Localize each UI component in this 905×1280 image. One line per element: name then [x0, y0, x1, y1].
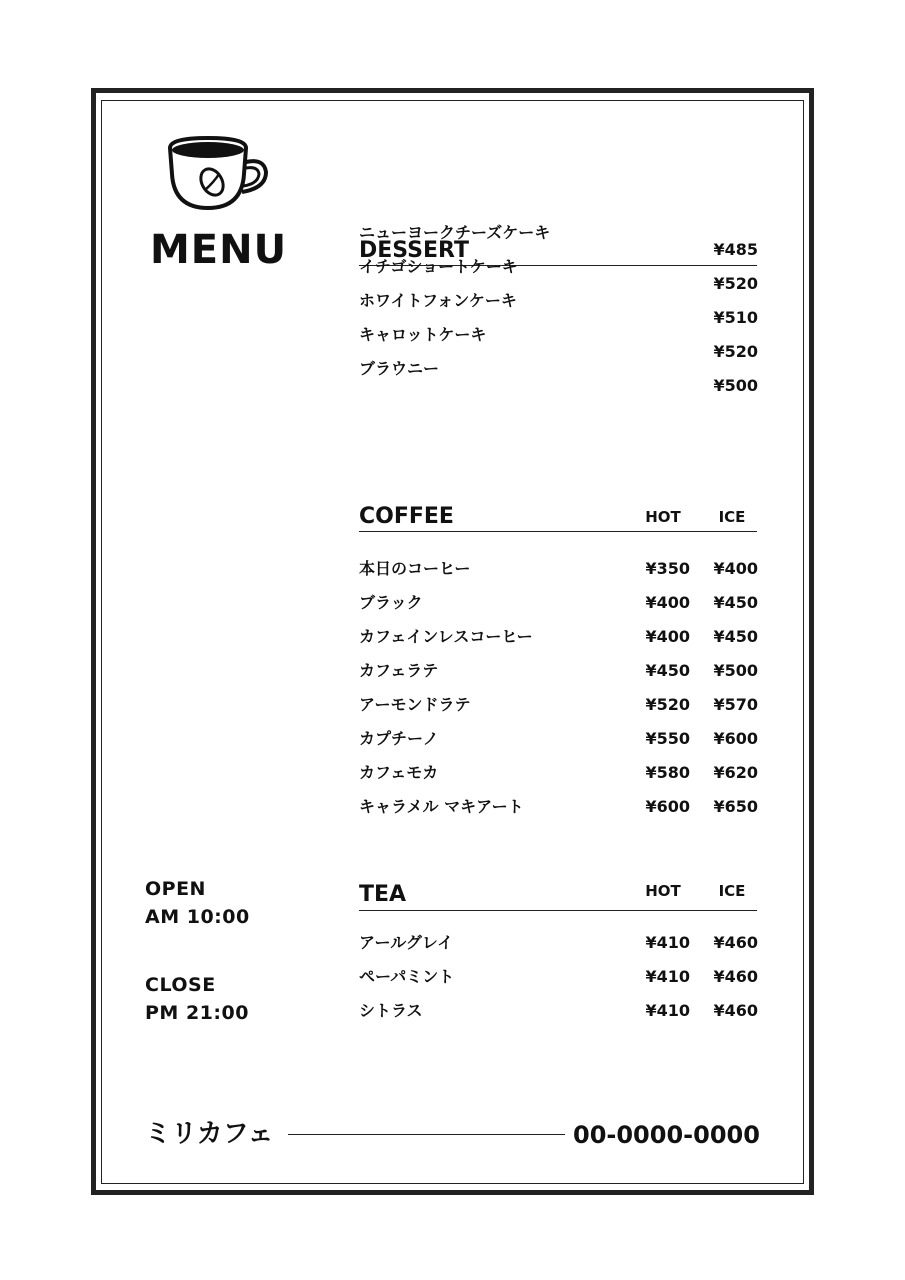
coffee-ice-price: ¥570 [713, 695, 758, 714]
shop-name: ミリカフェ [145, 1119, 274, 1149]
open-time: AM 10:00 [145, 906, 250, 928]
phone-number: 00-0000-0000 [573, 1121, 760, 1149]
tea-hot-price: ¥410 [645, 967, 690, 986]
coffee-ice-price: ¥600 [713, 729, 758, 748]
coffee-ice-price: ¥400 [713, 559, 758, 578]
coffee-ice-price: ¥450 [713, 593, 758, 612]
coffee-ice-price: ¥620 [713, 763, 758, 782]
dessert-item-price: ¥510 [713, 308, 758, 327]
close-label: CLOSE [145, 974, 216, 996]
coffee-hot-price: ¥520 [645, 695, 690, 714]
coffee-item-name: アーモンドラテ [359, 695, 471, 714]
coffee-ice-price: ¥500 [713, 661, 758, 680]
tea-item-name: ペーパミント [359, 967, 455, 986]
tea-ice-price: ¥460 [713, 967, 758, 986]
dessert-item-name: ホワイトフォンケーキ [359, 291, 517, 310]
coffee-hot-price: ¥400 [645, 627, 690, 646]
tea-divider [359, 910, 757, 911]
tea-hot-price: ¥410 [645, 933, 690, 952]
coffee-hot-price: ¥350 [645, 559, 690, 578]
coffee-heading: COFFEE [359, 504, 454, 529]
tea-item-name: シトラス [359, 1001, 423, 1020]
footer-divider [288, 1134, 565, 1135]
coffee-hot-price: ¥580 [645, 763, 690, 782]
dessert-item-price: ¥520 [713, 274, 758, 293]
coffee-hot-price: ¥450 [645, 661, 690, 680]
open-label: OPEN [145, 878, 206, 900]
coffee-item-name: カフェモカ [359, 763, 439, 782]
coffee-ice-price: ¥650 [713, 797, 758, 816]
tea-ice-price: ¥460 [713, 1001, 758, 1020]
coffee-cup-icon [164, 134, 272, 216]
coffee-item-name: カプチーノ [359, 729, 439, 748]
tea-hot-label: HOT [645, 882, 681, 900]
coffee-item-name: カフェラテ [359, 661, 439, 680]
coffee-ice-label: ICE [718, 508, 746, 526]
coffee-hot-label: HOT [645, 508, 681, 526]
dessert-item-price: ¥520 [713, 342, 758, 361]
dessert-item-name: イチゴショートケーキ [359, 257, 518, 276]
tea-ice-price: ¥460 [713, 933, 758, 952]
coffee-divider [359, 531, 757, 532]
coffee-hot-price: ¥550 [645, 729, 690, 748]
coffee-hot-price: ¥400 [645, 593, 690, 612]
coffee-item-name: カフェインレスコーヒー [359, 627, 533, 646]
tea-item-name: アールグレイ [359, 933, 454, 952]
tea-hot-price: ¥410 [645, 1001, 690, 1020]
close-time: PM 21:00 [145, 1002, 249, 1024]
tea-heading: TEA [359, 882, 407, 907]
coffee-ice-price: ¥450 [713, 627, 758, 646]
coffee-item-name: キャラメル マキアート [359, 797, 524, 816]
coffee-item-name: ブラック [359, 593, 423, 612]
dessert-heading: DESSERT [359, 238, 469, 263]
tea-ice-label: ICE [718, 882, 746, 900]
dessert-item-name: ニューヨークチーズケーキ [359, 223, 551, 242]
coffee-item-name: 本日のコーヒー [359, 559, 471, 578]
dessert-item-name: ブラウニー [359, 359, 440, 378]
dessert-item-price: ¥485 [713, 240, 758, 259]
dessert-item-name: キャロットケーキ [359, 325, 487, 344]
dessert-item-price: ¥500 [713, 376, 758, 395]
menu-title: MENU [150, 227, 288, 273]
coffee-hot-price: ¥600 [645, 797, 690, 816]
